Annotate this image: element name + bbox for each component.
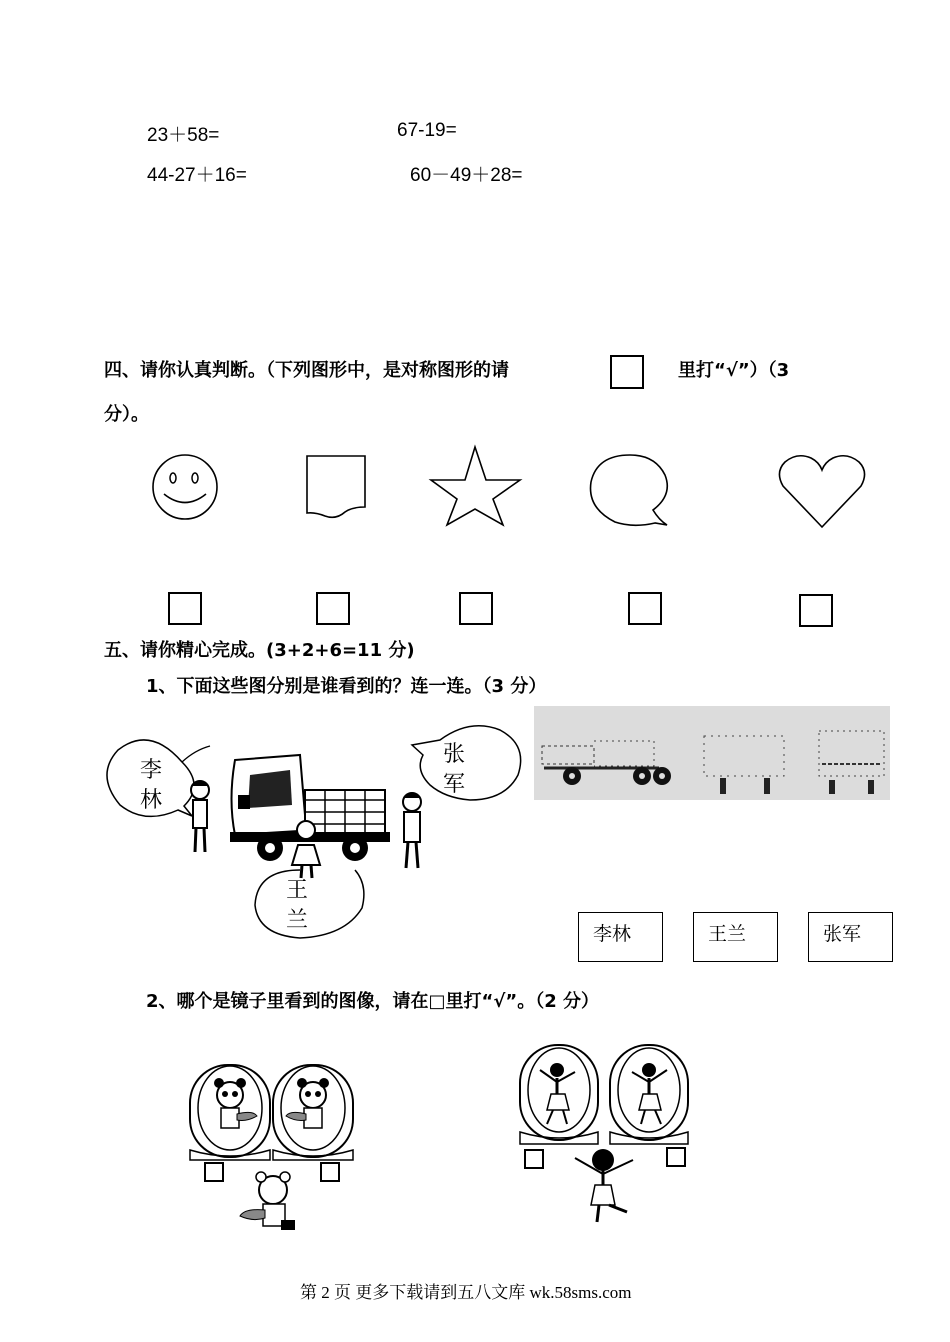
equation-2: 67-19= <box>397 120 457 141</box>
name-box-zhang-jun[interactable]: 张军 <box>808 912 893 962</box>
equation-4: 60－49＋28= <box>410 165 523 186</box>
bubble-zhang-char2: 军 <box>443 772 466 797</box>
bubble-zhang-char1: 张 <box>443 742 466 767</box>
page-icon <box>300 450 375 530</box>
name-box-li-lin[interactable]: 李林 <box>578 912 663 962</box>
section4-title-line2: 分）。 <box>104 404 149 425</box>
page-footer: 第 2 页 更多下载请到五八文库 wk.58sms.com <box>300 1283 632 1302</box>
sample-checkbox <box>610 355 644 389</box>
truck-views-image <box>534 706 890 800</box>
heart-icon <box>775 450 870 535</box>
question-1: 1、下面这些图分别是谁看到的？连一连。（3 分） <box>146 676 547 697</box>
speech-bubble-icon <box>585 450 680 535</box>
name-box-wang-lan[interactable]: 王兰 <box>693 912 778 962</box>
bubble-wang-lan <box>286 876 311 936</box>
equation-1: 23＋58= <box>147 125 220 146</box>
question-2: 2、哪个是镜子里看到的图像，请在□里打“√”。（2 分） <box>146 991 599 1012</box>
bubble-wang-char2: 兰 <box>286 908 309 933</box>
checkbox-heart[interactable] <box>799 594 833 627</box>
checkbox-bubble[interactable] <box>628 592 662 625</box>
mirror-panda-illustration <box>185 1050 360 1245</box>
equation-3: 44-27＋16= <box>147 165 247 186</box>
bubble-li-char2: 林 <box>140 788 163 813</box>
checkbox-smiley[interactable] <box>168 592 202 625</box>
bubble-zhang-jun <box>443 740 468 800</box>
section4-title: 四、请你认真判断。（下列图形中，是对称图形的请 <box>104 360 509 381</box>
bubble-wang-char1: 王 <box>286 878 309 903</box>
mirror-girl-illustration <box>515 1040 695 1230</box>
section4-title-cont: 里打“√”）（3 <box>678 360 790 381</box>
checkbox-page[interactable] <box>316 592 350 625</box>
section5-title: 五、请你精心完成。(3+2+6=11 分) <box>104 640 415 661</box>
smiley-icon <box>140 445 230 530</box>
bubble-li-lin <box>140 756 165 816</box>
star-icon <box>428 443 523 528</box>
bubble-li-char1: 李 <box>140 758 163 783</box>
checkbox-star[interactable] <box>459 592 493 625</box>
